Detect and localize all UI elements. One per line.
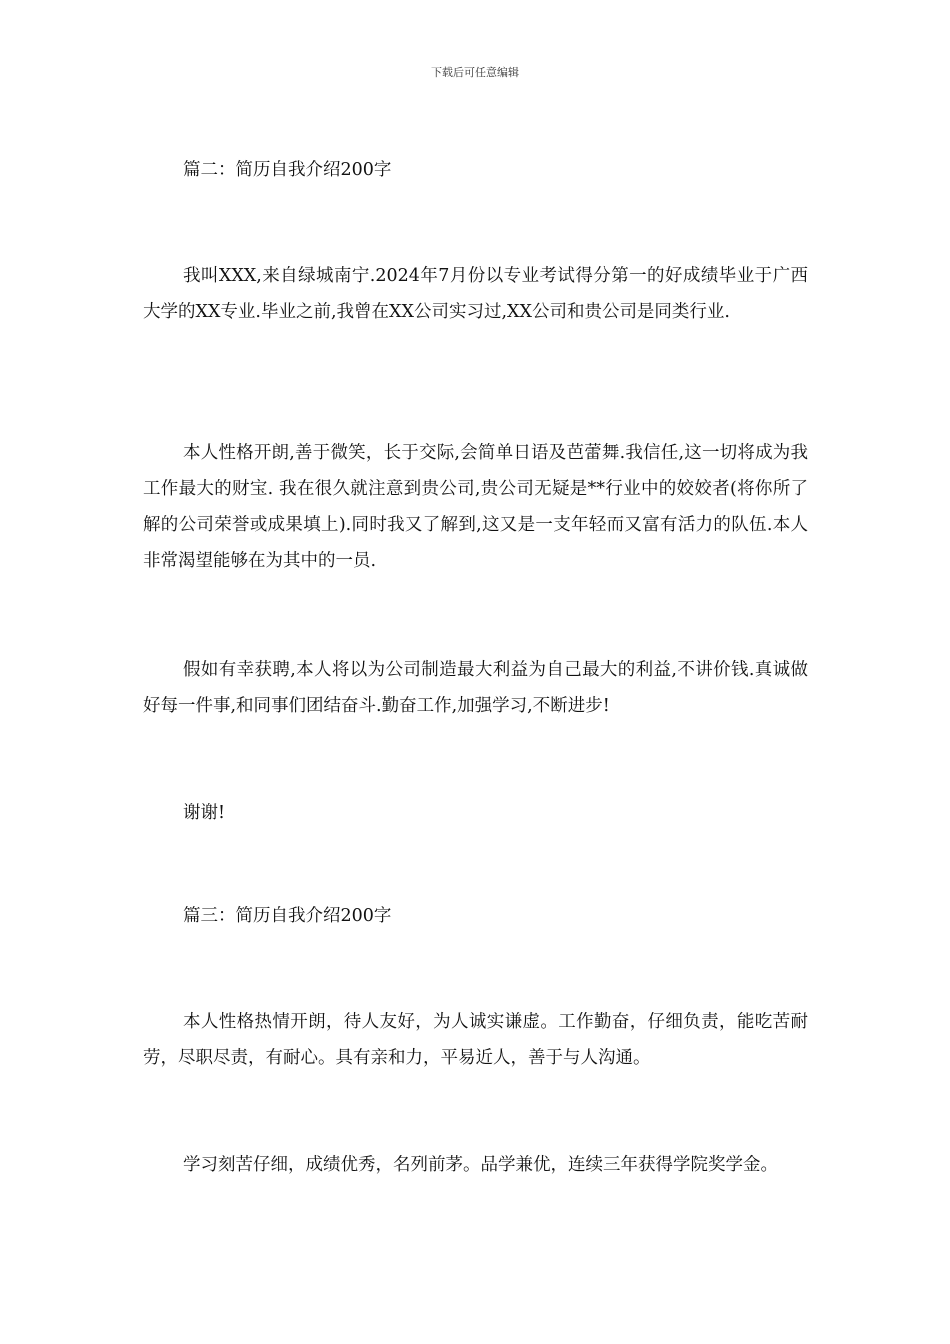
paragraph-6: 学习刻苦仔细，成绩优秀，名列前茅。品学兼优，连续三年获得学院奖学金。 bbox=[183, 1155, 778, 1175]
section-heading-2: 篇二：简历自我介绍200字 bbox=[183, 160, 392, 180]
paragraph-5: 本人性格热情开朗，待人友好，为人诚实谦虚。工作勤奋，仔细负责，能吃苦耐劳，尽职尽责，有耐心。具有亲和力，平易近人，善于与人沟通。 bbox=[143, 1012, 808, 1068]
paragraph-3: 假如有幸获聘,本人将以为公司制造最大利益为自己最大的利益,不讲价钱.真诚做好每一件事,和同事们团结奋斗.勤奋工作,加强学习,不断进步! bbox=[143, 660, 808, 716]
header-note: 下载后可任意编辑 bbox=[431, 66, 519, 79]
paragraph-1: 我叫XXX,来自绿城南宁.2024年7月份以专业考试得分第一的好成绩毕业于广西大学的XX专业.毕业之前,我曾在XX公司实习过,XX公司和贵公司是同类行业. bbox=[143, 266, 808, 322]
paragraph-2: 本人性格开朗,善于微笑，长于交际,会简单日语及芭蕾舞.我信任,这一切将成为我工作最大的财宝. 我在很久就注意到贵公司,贵公司无疑是**行业中的姣姣者(将你所了解的公司荣誉或成果填上).同时我又了解到,这又是一支年轻而又富有活力的队伍.本人非常渴望能够在为其中的一员. bbox=[143, 443, 808, 571]
paragraph-4: 谢谢! bbox=[183, 803, 226, 823]
section-heading-3: 篇三：简历自我介绍200字 bbox=[183, 906, 392, 926]
